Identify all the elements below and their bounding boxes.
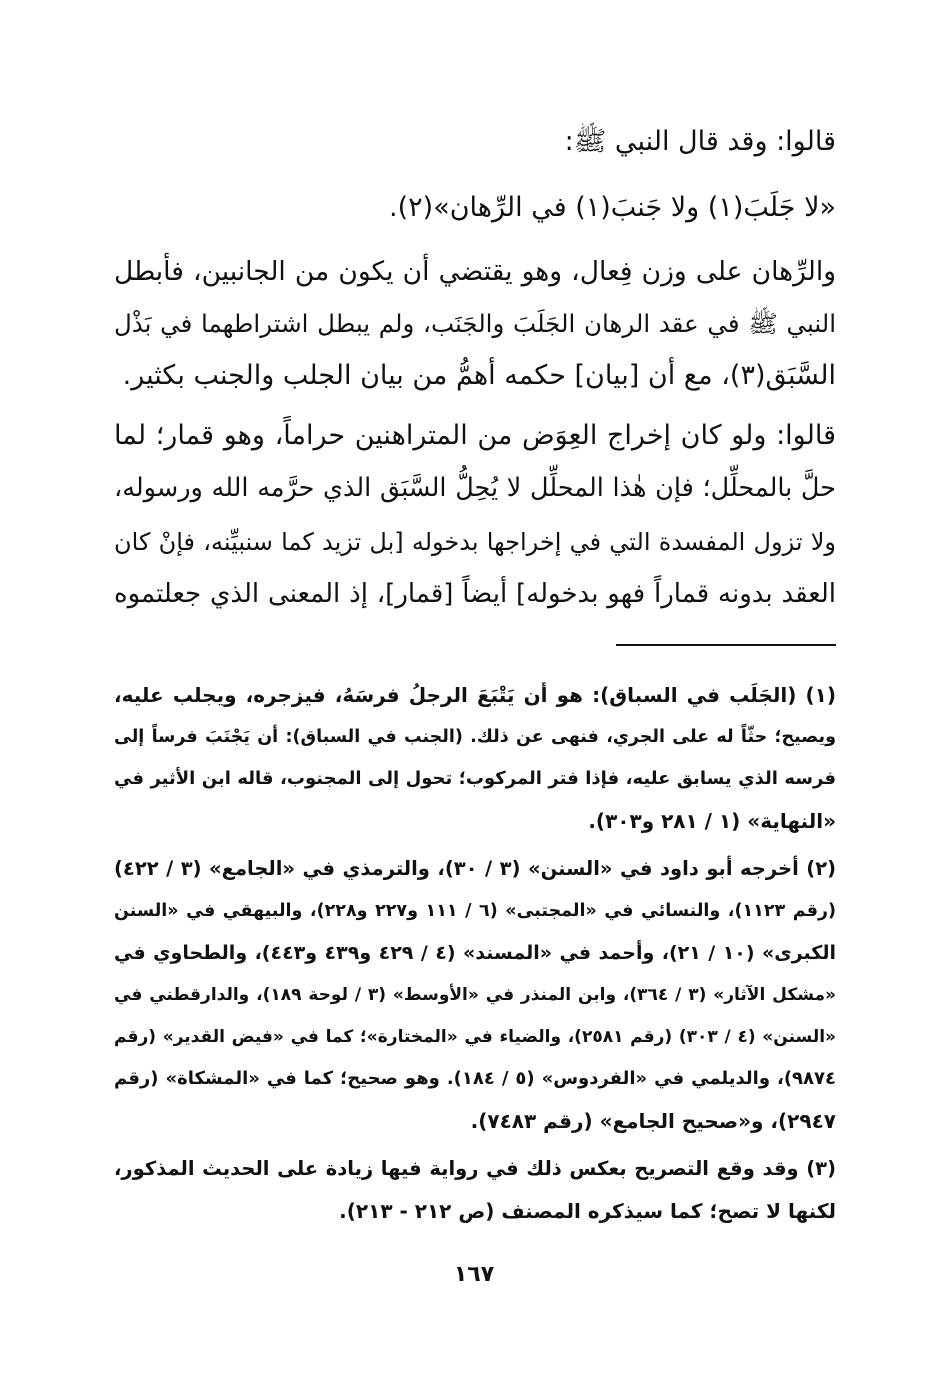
footnote-separator: [616, 644, 836, 646]
footnote-1-line-1: (١) (الجَلَب في السباق): هو أن يَتْبَعَ الرجلُ فرسَهُ، فيزجره، ويجلب عليه،: [114, 683, 836, 707]
page-number: ١٦٧: [453, 1262, 495, 1287]
footnote-2-line-2: (رقم ١١٢٣)، والنسائي في «المجتبى» (٦ / ١١١ و٢٢٧ و٢٢٨)، والبيهقي في «السنن: [114, 901, 836, 921]
body-line-7: حلَّ بالمحلِّل؛ فإن هٰذا المحلِّل لا يُحِلُّ السَّبَق الذي حرَّمه الله ورسوله،: [114, 473, 836, 503]
footnote-1-line-3: فرسه الذي يسابق عليه، فإذا فتر المركوب؛ تحول إلى المجنوب، قاله ابن الأثير في: [114, 768, 836, 789]
footnote-3-line-2: لكنها لا تصح؛ كما سيذكره المصنف (ص ٢١٢ - ٢١٣).: [339, 1199, 836, 1223]
footnote-2-line-3: الكبرى» (١٠ / ٢١)، وأحمد في «المسند» (٤ / ٤٢٩ و٤٣٩ و٤٤٣)، والطحاوي في: [114, 942, 836, 964]
footnote-1-line-2: ويصيح؛ حثّاً له على الجري، فنهى عن ذلك. (الجنب في السباق): أن يَجْنَبَ فرساً إلى: [114, 727, 836, 747]
footnote-1-line-4: «النهاية» (١ / ٢٨١ و٣٠٣).: [588, 809, 836, 833]
footnote-3-line-1: (٣) وقد وقع التصريح بعكس ذلك في رواية فيها زيادة على الحديث المذكور،: [114, 1157, 836, 1180]
body-line-3: والرِّهان على وزن فِعال، وهو يقتضي أن يكون من الجانبين، فأبطل: [114, 256, 836, 287]
body-line-1: قالوا: وقد قال النبي ﷺ:: [564, 126, 836, 157]
body-line-4: النبي ﷺ في عقد الرهان الجَلَبَ والجَنَب، ولم يبطل اشتراطهما في بَذْل: [114, 309, 836, 338]
body-line-6: قالوا: ولو كان إخراج العِوَض من المتراهنين حراماً، وهو قمار؛ لما: [114, 420, 836, 451]
footnote-2-line-4: «مشكل الآثار» (٣ / ٣٦٤)، وابن المنذر في «الأوسط» (٣ / لوحة ١٨٩)، والدارقطني في: [114, 985, 837, 1005]
footnote-2-line-1: (٢) أخرجه أبو داود في «السنن» (٣ / ٣٠)، والترمذي في «الجامع» (٣ / ٤٢٢): [114, 857, 837, 880]
footnote-2-line-5: «السنن» (٤ / ٣٠٣) (رقم ٢٥٨١)، والضياء في «المختارة»؛ كما في «فيض القدير» (رقم: [114, 1027, 837, 1047]
body-line-5: السَّبَق(٣)، مع أن [بيان] حكمه أهمُّ من بيان الجلب والجنب بكثير.: [122, 360, 836, 391]
body-line-8: ولا تزول المفسدة التي في إخراجها بدخوله [بل تزيد كما سنبيِّنه، فإنْ كان: [114, 528, 836, 556]
footnote-2-line-6: ٩٨٧٤)، والديلمي في «الفردوس» (٥ / ١٨٤). وهو صحيح؛ كما في «المشكاة» (رقم: [114, 1068, 836, 1089]
body-line-9: العقد بدونه قماراً فهو بدخوله] أيضاً [قمار]، إذ المعنى الذي جعلتموه: [114, 579, 836, 609]
footnote-2-line-7: ٢٩٤٧)، و«صحيح الجامع» (رقم ٧٤٨٣).: [470, 1109, 836, 1133]
hadith-quote-line: «لا جَلَبَ(١) ولا جَنبَ(١) في الرِّهان»(٢).: [389, 192, 836, 223]
